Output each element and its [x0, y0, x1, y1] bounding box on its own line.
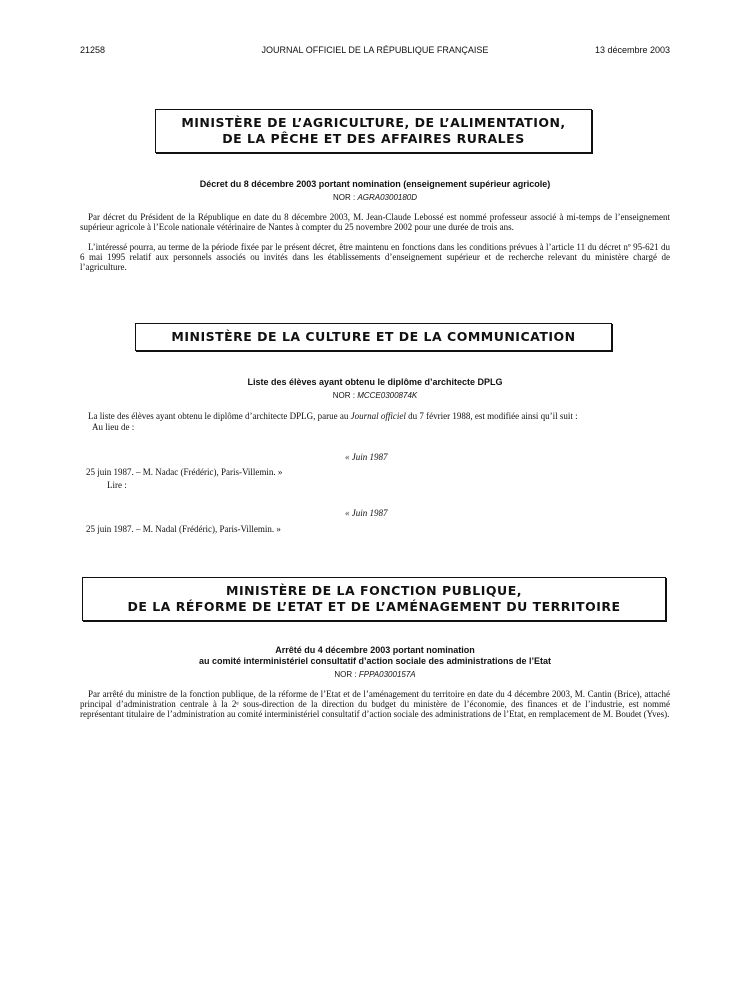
paragraph — [80, 411, 670, 421]
paragraph-text: Par décret du Président de la République en date du 8 décembre 2003, M. Jean-Claude Lebossé est nommé professeur associé à mi-temps de l’enseignement supérieur agricole à l’Ecole nationale vétérinaire de Nantes à compter du 25 novembre 2002 pour une durée de trois ans. — [80, 212, 670, 232]
paragraph-text: Par arrêté du ministre de la fonction publique, de la réforme de l’Etat et de l’aménagement du territoire en date du 4 décembre 2003, M. Cantin (Brice), attaché principal d’administration centrale à la 2ᵉ sous-direction de la direction du budget du ministère de l’économie, des finances et de l’industrie, est nommé représentant titulaire de l’administration au comité interministériel consultatif d’action sociale des administrations de l’Etat, en remplacement de M. Boudet (Yves). — [80, 689, 670, 719]
nor-reference — [80, 391, 670, 401]
running-header — [80, 45, 670, 59]
ministry-heading-line: DE LA RÉFORME DE L’ETAT ET DE L’AMÉNAGEMENT DU TERRITOIRE — [127, 599, 621, 614]
list-entry: 25 juin 1987. – M. Nadac (Frédéric), Paris-Villemin. » — [86, 467, 283, 477]
act-title — [80, 645, 670, 667]
lire-label: Lire : — [107, 480, 127, 490]
paragraph — [80, 242, 670, 272]
act-title-line: au comité interministériel consultatif d’action sociale des administrations de l’Etat — [198, 656, 552, 666]
nor-label: NOR : — [332, 391, 355, 400]
act-title-text: Décret du 8 décembre 2003 portant nomination (enseignement supérieur agricole) — [199, 179, 551, 189]
nor-reference — [80, 193, 670, 203]
issue-date: 13 décembre 2003 — [594, 45, 670, 55]
ministry-heading-fonction-publique — [82, 577, 666, 621]
intro-text-end: du 7 février 1988, est modifiée ainsi qu’il suit : — [405, 411, 578, 421]
page-number: 21258 — [80, 45, 106, 55]
nor-code: FPPA0300157A — [358, 670, 416, 679]
list-entry: 25 juin 1987. – M. Nadal (Frédéric), Paris-Villemin. » — [86, 524, 281, 534]
list-heading: « Juin 1987 — [345, 508, 388, 518]
act-title-line: Arrêté du 4 décembre 2003 portant nomination — [275, 645, 475, 655]
nor-code: MCCE0300874K — [357, 391, 418, 400]
ministry-heading-culture — [135, 323, 612, 351]
nor-code: AGRA0300180D — [357, 193, 418, 202]
au-lieu-de-label: Au lieu de : — [92, 422, 135, 432]
ministry-heading-line: DE LA PÊCHE ET DES AFFAIRES RURALES — [222, 131, 525, 146]
paragraph — [80, 689, 670, 719]
ministry-heading-line: MINISTÈRE DE LA CULTURE ET DE LA COMMUNICATION — [171, 329, 576, 344]
ministry-heading-agriculture — [155, 109, 592, 153]
nor-label: NOR : — [334, 670, 357, 679]
nor-label: NOR : — [332, 193, 356, 202]
ministry-heading-line: MINISTÈRE DE L’AGRICULTURE, DE L’ALIMENTATION, — [181, 115, 566, 130]
act-title — [80, 179, 670, 190]
intro-text: La liste des élèves ayant obtenu le diplôme d’architecte DPLG, parue au — [88, 411, 351, 421]
paragraph — [80, 212, 670, 232]
journal-reference: Journal officiel — [350, 411, 406, 421]
nor-reference — [80, 670, 670, 680]
list-heading: « Juin 1987 — [345, 452, 388, 462]
journal-title: JOURNAL OFFICIEL DE LA RÉPUBLIQUE FRANÇAISE — [261, 45, 489, 55]
act-title — [80, 377, 670, 388]
ministry-heading-line: MINISTÈRE DE LA FONCTION PUBLIQUE, — [226, 583, 522, 598]
paragraph-text: L’intéressé pourra, au terme de la période fixée par le présent décret, être maintenu en fonctions dans les conditions prévues à l’article 11 du décret nº 95-621 du 6 mai 1995 relatif aux personnels associés ou invités dans les établissements d’enseignement supérieur et de recherche relevant du ministère chargé de l’agriculture. — [80, 242, 670, 272]
act-title-text: Liste des élèves ayant obtenu le diplôme d’architecte DPLG — [247, 377, 503, 387]
